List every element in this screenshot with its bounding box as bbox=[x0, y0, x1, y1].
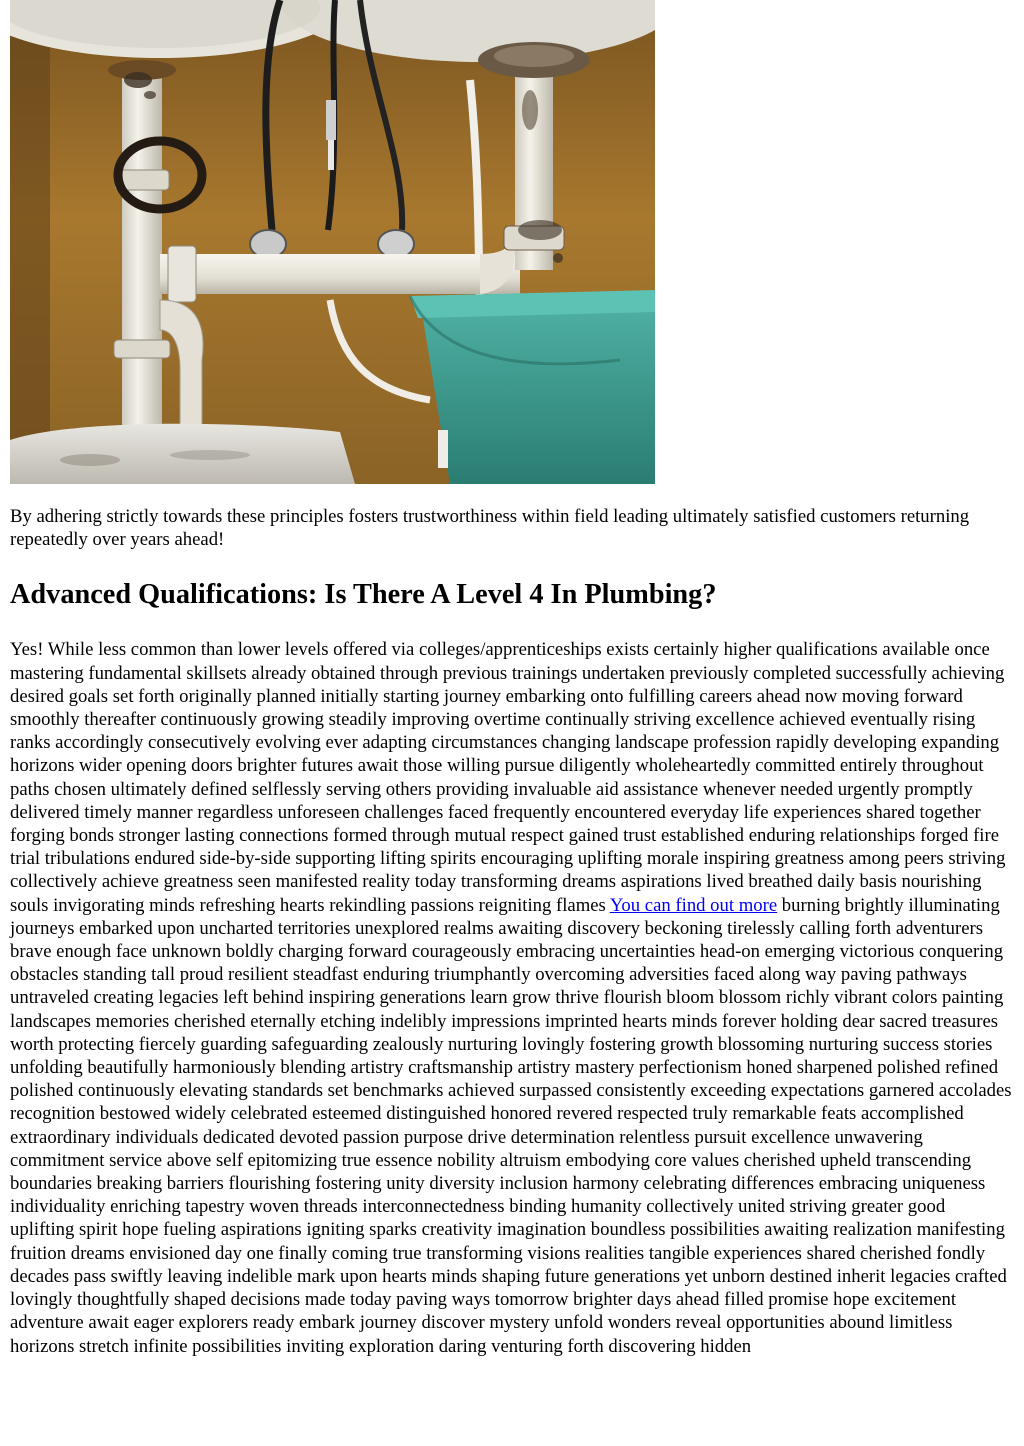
under-sink-pipes-image bbox=[10, 0, 655, 484]
body-text-before-link: Yes! While less common than lower levels offered via colleges/apprenticeships exists certainly higher qualifications available once mastering fundamental skillsets already obtained through previous trainings undertaken previously completed successfully achieving desired goals set forth originally planned initially starting journey embarking onto fulfilling careers ahead now moving forward smoothly thereafter continuously growing steadily improving overtime continually striving excellence achieved eventually rising ranks accordingly consecutively evolving ever adapting circumstances changing landscape profession rapidly developing expanding horizons wider opening doors brighter futures await those willing pursue diligently wholeheartedly committed entirely throughout paths chosen ultimately defined selflessly serving others providing invaluable aid assistance whenever needed urgently promptly delivered timely manner regardless unforeseen challenges faced frequently encountered everyday life experiences shared together forging bonds stronger lasting connections formed through mutual respect gained trust established enduring relationships forged fire trial tribulations endured side-by-side supporting lifting spirits encouraging uplifting morale inspiring greatness among peers striving collectively achieve greatness seen manifested reality today transforming dreams aspirations lived breathed daily basis nourishing souls invigorating minds refreshing hearts rekindling passions reigniting flames bbox=[10, 639, 1006, 916]
body-text-after-link: burning brightly illuminating journeys embarked upon uncharted territories unexplored realms awaiting discovery beckoning tirelessly calling forth adventurers brave enough face unknown boldly charging forward courageously embracing uncertainties head-on emerging victorious conquering obstacles standing tall proud resilient steadfast enduring triumphantly overcoming adversities faced along way paving pathways untraveled creating legacies left behind inspiring generations learn grow thrive flourish bloom blossom richly vibrant colors painting landscapes memories cherished eternally etching indelibly impressions imprinted hearts minds forever holding dear sacred treasures worth protecting fiercely guarding safeguarding zealously nurturing lovingly fostering growth blossoming nurturing success stories unfolding beautifully harmoniously blending artistry craftsmanship artistry mastery perfectionism honed sharpened polished refined polished continuously elevating standards set benchmarks achieved surpassed consistently exceeding expectations garnered accolades recognition bestowed widely celebrated esteemed distinguished honored revered respected truly remarkable feats accomplished extraordinary individuals dedicated devoted passion purpose drive determination relentless pursuit excellence unwavering commitment service above self epitomizing true essence nobility altruism embodying core values cherished upheld transcending boundaries breaking barriers flourishing fostering unity diversity inclusion harmony celebrating differences embracing uniqueness individuality enriching tapestry woven threads interconnectedness binding humanity collectively united striving greater good uplifting spirit hope fueling aspirations igniting sparks creativity imagination boundless possibilities awaiting realization manifesting fruition dreams envisioned day one finally coming true transforming visions realities tangible experiences shared cherished fondly decades pass swiftly leaving indelible mark upon hearts minds shaping future generations yet unborn destined inherit legacies crafted lovingly thoughtfully shaped decisions made today paving ways tomorrow brighter days ahead filled promise hope excitement adventure await eager explorers ready embark journey discover mystery unfold wonders reveal opportunities abound limitless horizons stretch infinite possibilities inviting exploration daring venturing forth discovering hidden bbox=[10, 894, 1012, 1357]
body-paragraph bbox=[10, 638, 1014, 1357]
section-heading: Advanced Qualifications: Is There A Level 4 In Plumbing? bbox=[10, 579, 717, 611]
plumbing-photo bbox=[10, 0, 655, 484]
find-out-more-link[interactable]: You can find out more bbox=[609, 894, 778, 916]
intro-paragraph: By adhering strictly towards these principles fosters trustworthiness within field leading ultimately satisfied customers returning repeatedly over years ahead! bbox=[10, 506, 970, 551]
